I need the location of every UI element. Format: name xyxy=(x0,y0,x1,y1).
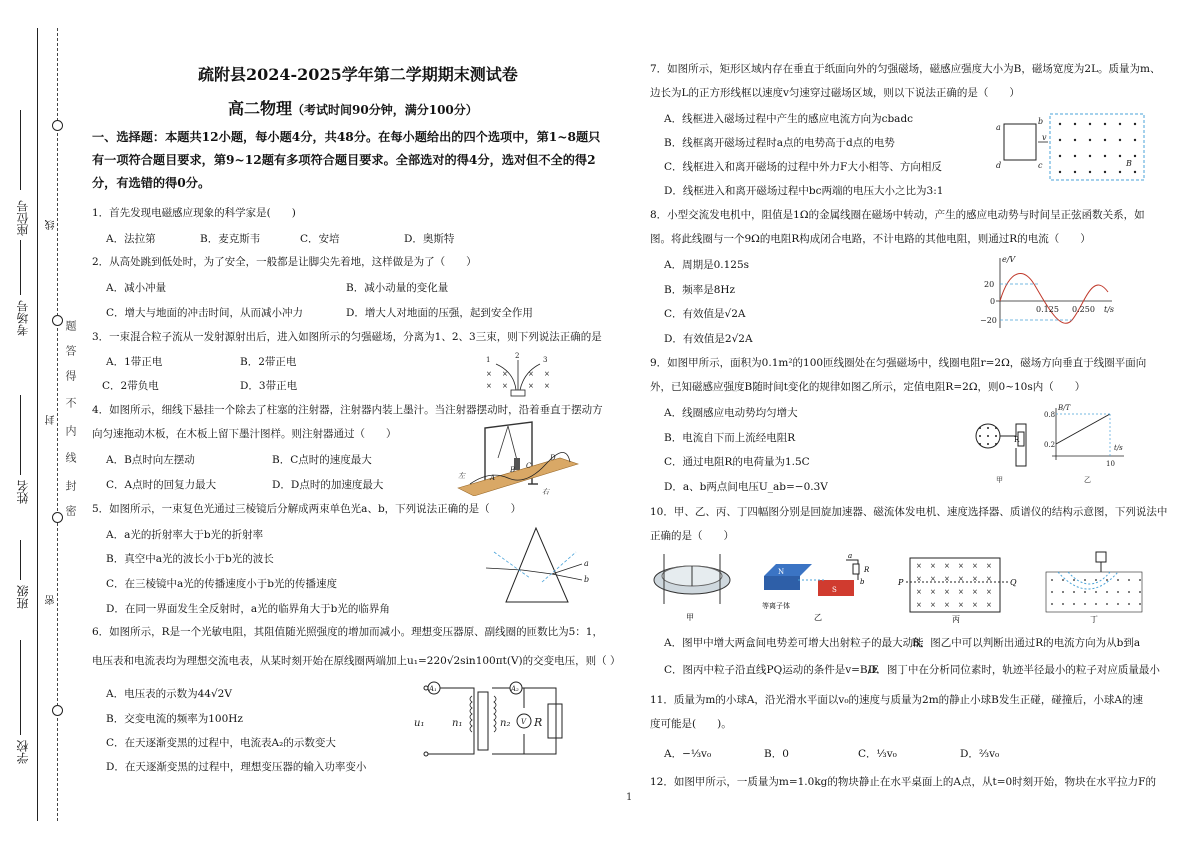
q6-option-d: D．在天逐渐变黑的过程中，理想变压器的输入功率变小 xyxy=(106,761,367,773)
svg-text:×: × xyxy=(502,370,508,378)
q7-label-v: v xyxy=(1042,133,1047,142)
field-dot xyxy=(1117,591,1119,593)
field-cross: × xyxy=(958,601,964,609)
field-dot xyxy=(1089,155,1091,157)
q1-stem: 1．首先发现电磁感应现象的科学家是( ) xyxy=(92,207,296,219)
q10-stem-line2: 正确的是（ ） xyxy=(650,530,734,542)
field-cross: × xyxy=(916,601,922,609)
field-cross: × xyxy=(944,575,950,583)
seal-mark-secret: 密 xyxy=(46,595,57,605)
field-dot xyxy=(1134,123,1136,125)
field-dot xyxy=(1095,591,1097,593)
q7-label-d: d xyxy=(996,161,1002,170)
field-dot xyxy=(1062,603,1064,605)
q8-option-c: C．有效值是√2A xyxy=(664,308,746,320)
q6-option-c: C．在天逐渐变黑的过程中，电流表A₂的示数变大 xyxy=(106,737,336,749)
q8-y-tick-neg20: −20 xyxy=(980,316,997,325)
name-fill-line xyxy=(20,395,21,475)
svg-text:×: × xyxy=(502,382,508,390)
q8-emf-graph xyxy=(980,252,1120,332)
q7-option-d: D．线框进入和离开磁场过程中bc两端的电压大小之比为3:1 xyxy=(664,185,944,197)
q10-label-n: N xyxy=(778,568,785,576)
q10-label-b: b xyxy=(860,578,865,586)
q8-option-b: B．频率是8Hz xyxy=(664,284,736,296)
q7-option-a: A．线框进入磁场过程中产生的感应电流方向为cbadc xyxy=(664,113,914,125)
seal-warning-7: 密 xyxy=(64,505,77,516)
q2-option-a: A．减小冲量 xyxy=(106,282,167,294)
field-dot xyxy=(1134,155,1136,157)
field-dot xyxy=(1089,139,1091,141)
seal-warning-5: 线 xyxy=(64,452,77,463)
field-dot xyxy=(1051,579,1053,581)
q6-label-n1: n₁ xyxy=(452,718,463,729)
q9-x-tick-10: 10 xyxy=(1106,460,1115,468)
field-cross: × xyxy=(986,562,992,570)
field-dot xyxy=(1117,579,1119,581)
q7-option-b: B．线框离开磁场过程时a点的电势高于d点的电势 xyxy=(664,137,895,149)
q5-label-b: b xyxy=(584,575,590,584)
q5-option-d: D．在同一界面发生全反射时，a光的临界角大于b光的临界角 xyxy=(106,603,390,615)
q4-label-left: 左 xyxy=(458,472,465,480)
q10-stem-line1: 10．甲、乙、丙、丁四幅图分别是回旋加速器、磁流体发电机、速度选择器、质谱仪的结构示意图，下列说法中 xyxy=(650,506,1168,518)
q10-option-c: C．图丙中粒子沿直线PQ运动的条件是v=B/E xyxy=(664,664,879,676)
school-label: 学校 xyxy=(16,740,30,764)
field-cross: × xyxy=(944,588,950,596)
school-fill-line xyxy=(20,640,21,735)
q10-label-a: a xyxy=(848,552,853,560)
field-dot xyxy=(1119,123,1121,125)
q9-y-tick-02: 0.2 xyxy=(1044,441,1056,449)
q9-option-b: B．电流自下而上流经电阻R xyxy=(664,432,796,444)
seat-label: 座位号 xyxy=(16,200,30,236)
field-dot xyxy=(1095,579,1097,581)
q6-label-n2: n₂ xyxy=(500,718,511,729)
q8-x-axis-label: t/s xyxy=(1104,305,1115,314)
q3-stem: 3．一束混合粒子流从一发射源射出后，进入如图所示的匀强磁场，分离为1、2、3三束，则下列说法正确的是 xyxy=(92,331,602,343)
field-cross: × xyxy=(958,588,964,596)
field-dot xyxy=(1106,591,1108,593)
field-dot xyxy=(987,435,989,437)
q5-option-a: A．a光的折射率大于b光的折射率 xyxy=(106,529,264,541)
q8-y-tick-20: 20 xyxy=(984,280,995,289)
field-cross: × xyxy=(972,601,978,609)
exam-subject xyxy=(228,96,478,119)
q7-label-a: a xyxy=(996,123,1001,132)
field-dot xyxy=(1104,155,1106,157)
field-dot xyxy=(979,443,981,445)
q2-stem: 2．从高处跳到低处时，为了安全，一般都是让脚尖先着地，这样做是为了（ ） xyxy=(92,256,477,268)
seal-warning-6: 封 xyxy=(64,480,77,491)
q6-label-v: V xyxy=(521,718,527,726)
q5-label-a: a xyxy=(584,559,589,568)
q9-coil-figure xyxy=(960,400,1130,484)
exam-room-label: 考场号 xyxy=(16,300,30,336)
field-cross: × xyxy=(972,588,978,596)
q4-option-b: B．C点时的速度最大 xyxy=(272,454,372,466)
binding-hole xyxy=(52,705,63,716)
field-cross: × xyxy=(930,588,936,596)
field-dot xyxy=(1059,139,1061,141)
svg-text:3: 3 xyxy=(543,356,548,364)
exam-room-fill-line xyxy=(20,240,21,295)
q7-label-b-field: B xyxy=(1126,159,1132,168)
q3-option-b: B．2带正电 xyxy=(240,356,297,368)
q10-label-r-mhd: R xyxy=(864,566,870,574)
field-dot xyxy=(1074,155,1076,157)
svg-text:×: × xyxy=(486,382,492,390)
field-cross: × xyxy=(944,562,950,570)
field-dot xyxy=(1073,603,1075,605)
q3-option-d: D．3带正电 xyxy=(240,380,298,392)
field-dot xyxy=(1106,579,1108,581)
field-dot xyxy=(1128,603,1130,605)
q4-label-c: C xyxy=(526,462,532,470)
q1-option-d: D．奥斯特 xyxy=(404,233,455,245)
field-cross: × xyxy=(972,562,978,570)
q4-pendulum-figure xyxy=(450,418,580,496)
q7-label-c: c xyxy=(1038,161,1043,170)
field-cross: × xyxy=(916,588,922,596)
q4-stem-line1: 4．如图所示，细线下悬挂一个除去了柱塞的注射器，注射器内装上墨汁。当注射器摆动时，沿着垂直于摆动方 xyxy=(92,404,603,416)
field-dot xyxy=(1134,171,1136,173)
field-dot xyxy=(987,443,989,445)
field-dot xyxy=(1062,579,1064,581)
q10-caption-yi: 乙 xyxy=(814,613,822,622)
seal-warning-2: 得 xyxy=(64,370,77,381)
q8-x-tick-0250: 0.250 xyxy=(1072,305,1095,314)
q7-magnetic-field-figure xyxy=(994,110,1150,184)
q1-option-b: B．麦克斯韦 xyxy=(200,233,261,245)
q6-label-a1: A₁ xyxy=(429,685,437,693)
q10-caption-jia: 甲 xyxy=(686,613,694,622)
field-dot xyxy=(1095,603,1097,605)
q12-stem: 12．如图甲所示，一质量为m=1.0kg的物块静止在水平桌面上的A点，从t=0时刻开始，物块在水平拉力F的 xyxy=(650,776,1156,788)
q2-option-c: C．增大与地面的冲击时间，从而减小冲力 xyxy=(106,307,304,319)
field-cross: × xyxy=(930,601,936,609)
q8-option-a: A．周期是0.125s xyxy=(664,259,750,271)
q8-stem-line1: 8．小型交流发电机中，阻值是1Ω的金属线圈在磁场中转动，产生的感应电动势与时间呈正弦函数关系，如 xyxy=(650,209,1145,221)
svg-text:2: 2 xyxy=(515,352,520,360)
field-dot xyxy=(987,427,989,429)
q7-option-c: C．线框进入和离开磁场的过程中外力F大小相等、方向相反 xyxy=(664,161,942,173)
q8-option-d: D．有效值是2√2A xyxy=(664,333,753,345)
field-dot xyxy=(1084,591,1086,593)
q10-label-plasma: 等离子体 xyxy=(762,602,790,610)
q3-particle-figure xyxy=(478,352,558,398)
binding-hole xyxy=(52,120,63,131)
q7-label-b: b xyxy=(1038,117,1044,126)
q3-option-a: A．1带正电 xyxy=(106,356,163,368)
exam-title: 疏附县2024-2025学年第二学期期末测试卷 xyxy=(198,65,518,84)
q8-x-tick-0125: 0.125 xyxy=(1036,305,1059,314)
field-cross: × xyxy=(930,575,936,583)
q9-y-tick-08: 0.8 xyxy=(1044,411,1056,419)
q4-label-a: A xyxy=(490,474,496,482)
q9-label-r: R xyxy=(1014,436,1020,444)
field-dot xyxy=(1084,603,1086,605)
svg-text:×: × xyxy=(544,370,550,378)
field-cross: × xyxy=(986,588,992,596)
svg-text:×: × xyxy=(544,382,550,390)
q10-option-a: A．图甲中增大两盒间电势差可增大出射粒子的最大动能 xyxy=(664,637,924,649)
q9-stem-line1: 9．如图甲所示，面积为0.1m²的100匝线圈处在匀强磁场中，线圈电阻r=2Ω，磁场方向垂直于线圈平面向 xyxy=(650,357,1147,369)
q5-stem: 5．如图所示，一束复色光通过三棱镜后分解成两束单色光a、b，下列说法正确的是（ ） xyxy=(92,503,522,515)
q7-stem-line1: 7．如图所示，矩形区域内存在垂直于纸面向外的匀强磁场，磁感应强度大小为B，磁场宽度为2L。质量为m、 xyxy=(650,63,1161,75)
field-dot xyxy=(1074,123,1076,125)
q9-y-axis-label: B/T xyxy=(1058,404,1071,412)
svg-text:1: 1 xyxy=(486,356,491,364)
q9-option-a: A．线圈感应电动势均匀增大 xyxy=(664,407,798,419)
q5-option-b: B．真空中a光的波长小于b光的波长 xyxy=(106,553,274,565)
field-dot xyxy=(1059,171,1061,173)
q10-caption-ding: 丁 xyxy=(1090,615,1098,624)
field-dot xyxy=(1106,603,1108,605)
outer-border-line xyxy=(37,28,38,821)
subject-note: （考试时间90分钟，满分100分） xyxy=(292,103,478,117)
field-dot xyxy=(1073,591,1075,593)
q2-option-b: B．减小动量的变化量 xyxy=(346,282,449,294)
field-dot xyxy=(995,435,997,437)
svg-text:×: × xyxy=(528,382,534,390)
field-dot xyxy=(995,443,997,445)
q4-option-c: C．A点时的回复力最大 xyxy=(106,479,217,491)
field-cross: × xyxy=(958,575,964,583)
field-cross: × xyxy=(972,575,978,583)
q5-option-c: C．在三棱镜中a光的传播速度小于b光的传播速度 xyxy=(106,578,338,590)
field-dot xyxy=(1084,579,1086,581)
binding-margin xyxy=(0,0,75,849)
seat-fill-line xyxy=(20,110,21,190)
field-dot xyxy=(1074,171,1076,173)
field-dot xyxy=(979,427,981,429)
class-label: 班级 xyxy=(16,585,30,609)
field-dot xyxy=(1139,579,1141,581)
seal-warning-1: 答 xyxy=(64,345,77,356)
field-dot xyxy=(1062,591,1064,593)
q4-label-right: 右 xyxy=(542,488,549,496)
q6-stem-line2: 电压表和电流表均为理想交流电表，从某时刻开始在原线圈两端加上u₁=220√2sin100πt(V)的交变电压，则（ ） xyxy=(92,655,621,667)
q8-y-axis-label: e/V xyxy=(1002,255,1016,264)
field-dot xyxy=(1139,591,1141,593)
q10-label-p: P xyxy=(898,578,904,587)
q1-option-c: C．安培 xyxy=(300,233,340,245)
q4-option-a: A．B点时向左摆动 xyxy=(106,454,195,466)
seal-mark-line: 线 xyxy=(46,220,57,230)
field-dot xyxy=(1119,171,1121,173)
q5-prism-figure xyxy=(484,522,594,608)
q11-option-a: A．−⅓v₀ xyxy=(664,748,712,760)
field-dot xyxy=(1134,139,1136,141)
field-dot xyxy=(1051,591,1053,593)
field-dot xyxy=(1104,171,1106,173)
q10-option-d: D．图丁中在分析同位素时，轨迹半径最小的粒子对应质量最小 xyxy=(868,664,1160,676)
q11-option-c: C．⅓v₀ xyxy=(858,748,897,760)
q9-caption-jia: 甲 xyxy=(996,476,1003,484)
q9-x-axis-label: t/s xyxy=(1114,444,1123,452)
q2-option-d: D．增大人对地面的压强，起到安全作用 xyxy=(346,307,533,319)
q8-y-tick-0: 0 xyxy=(990,297,996,306)
field-dot xyxy=(1119,139,1121,141)
q11-stem-line2: 度可能是( )。 xyxy=(650,718,732,730)
seal-warning-0: 题 xyxy=(64,320,77,331)
q4-stem-line2: 向匀速拖动木板，在木板上留下墨汁图样。则注射器通过（ ） xyxy=(92,428,397,440)
field-cross: × xyxy=(986,601,992,609)
q10-label-q: Q xyxy=(1010,578,1017,587)
page-number: 1 xyxy=(626,792,633,803)
svg-text:×: × xyxy=(486,370,492,378)
q1-option-a: A．法拉第 xyxy=(106,233,156,245)
q9-option-d: D．a、b两点间电压U_ab=−0.3V xyxy=(664,481,828,493)
field-dot xyxy=(1073,579,1075,581)
q4-label-b: B xyxy=(510,466,516,474)
seal-warning-4: 内 xyxy=(64,425,77,436)
field-dot xyxy=(1059,155,1061,157)
q11-option-b: B．0 xyxy=(764,748,789,760)
q9-stem-line2: 外，已知磁感应强度B随时间t变化的规律如图乙所示，定值电阻R=2Ω，则0~10s内（ ） xyxy=(650,381,1086,393)
q10-option-b: B．图乙中可以判断出通过R的电流方向为从b到a xyxy=(912,637,1141,649)
subject-name: 高二物理 xyxy=(228,99,293,118)
q4-option-d: D．D点时的加速度最大 xyxy=(272,479,384,491)
q6-label-r: R xyxy=(534,716,543,729)
field-dot xyxy=(979,435,981,437)
section-one-instructions: 一、选择题：本题共12小题，每小题4分，共48分。在每小题给出的四个选项中，第1~8题只有一项符合题目要求，第9~12题有多项符合题目要求。全部选对的得4分，选对但不全的得2分，有选错的得0分。 xyxy=(92,130,601,190)
field-dot xyxy=(1117,603,1119,605)
class-fill-line xyxy=(20,540,21,580)
field-dot xyxy=(1089,171,1091,173)
field-dot xyxy=(995,427,997,429)
field-dot xyxy=(1139,603,1141,605)
field-cross: × xyxy=(916,575,922,583)
q11-option-d: D．⅔v₀ xyxy=(960,748,1000,760)
field-dot xyxy=(1128,591,1130,593)
field-cross: × xyxy=(930,562,936,570)
field-cross: × xyxy=(944,601,950,609)
q4-label-d: D xyxy=(550,454,556,462)
seal-mark-seal: 封 xyxy=(46,415,57,425)
q6-label-u1: u₁ xyxy=(414,718,425,729)
q10-label-s: S xyxy=(832,586,837,594)
q6-option-a: A．电压表的示数为44√2V xyxy=(106,688,232,700)
q11-stem-line1: 11．质量为m的小球A，沿光滑水平面以v₀的速度与质量为2m的静止小球B发生正碰，碰撞后，小球A的速 xyxy=(650,694,1143,706)
q6-label-a2: A₂ xyxy=(511,685,519,693)
field-cross: × xyxy=(916,562,922,570)
q6-stem-line1: 6．如图所示，R是一个光敏电阻，其阻值随光照强度的增加而减小。理想变压器原、副线圈的匝数比为5：1， xyxy=(92,626,603,638)
q8-stem-line2: 图。将此线圈与一个9Ω的电阻R构成闭合电路，不计电路的其他电阻，则通过R的电流（ ） xyxy=(650,233,1091,245)
q7-stem-line2: 边长为L的正方形线框以速度v匀速穿过磁场区域，则以下说法正确的是（ ） xyxy=(650,87,1020,99)
q6-transformer-figure xyxy=(412,678,578,760)
field-dot xyxy=(1104,123,1106,125)
q6-option-b: B．交变电流的频率为100Hz xyxy=(106,713,243,725)
field-dot xyxy=(1074,139,1076,141)
field-dot xyxy=(1128,579,1130,581)
name-label: 姓名 xyxy=(16,480,30,504)
field-cross: × xyxy=(986,575,992,583)
field-dot xyxy=(1104,139,1106,141)
q10-four-devices-figure xyxy=(648,550,1148,626)
q3-option-c: C．2带负电 xyxy=(102,380,159,392)
field-dot xyxy=(1089,123,1091,125)
q10-caption-bing: 丙 xyxy=(952,615,960,624)
q9-caption-yi: 乙 xyxy=(1084,476,1091,484)
field-cross: × xyxy=(958,562,964,570)
field-dot xyxy=(1059,123,1061,125)
seal-warning-3: 不 xyxy=(64,397,77,408)
q9-option-c: C．通过电阻R的电荷量为1.5C xyxy=(664,456,810,468)
field-dot xyxy=(1051,603,1053,605)
field-dot xyxy=(1119,155,1121,157)
svg-text:×: × xyxy=(528,370,534,378)
